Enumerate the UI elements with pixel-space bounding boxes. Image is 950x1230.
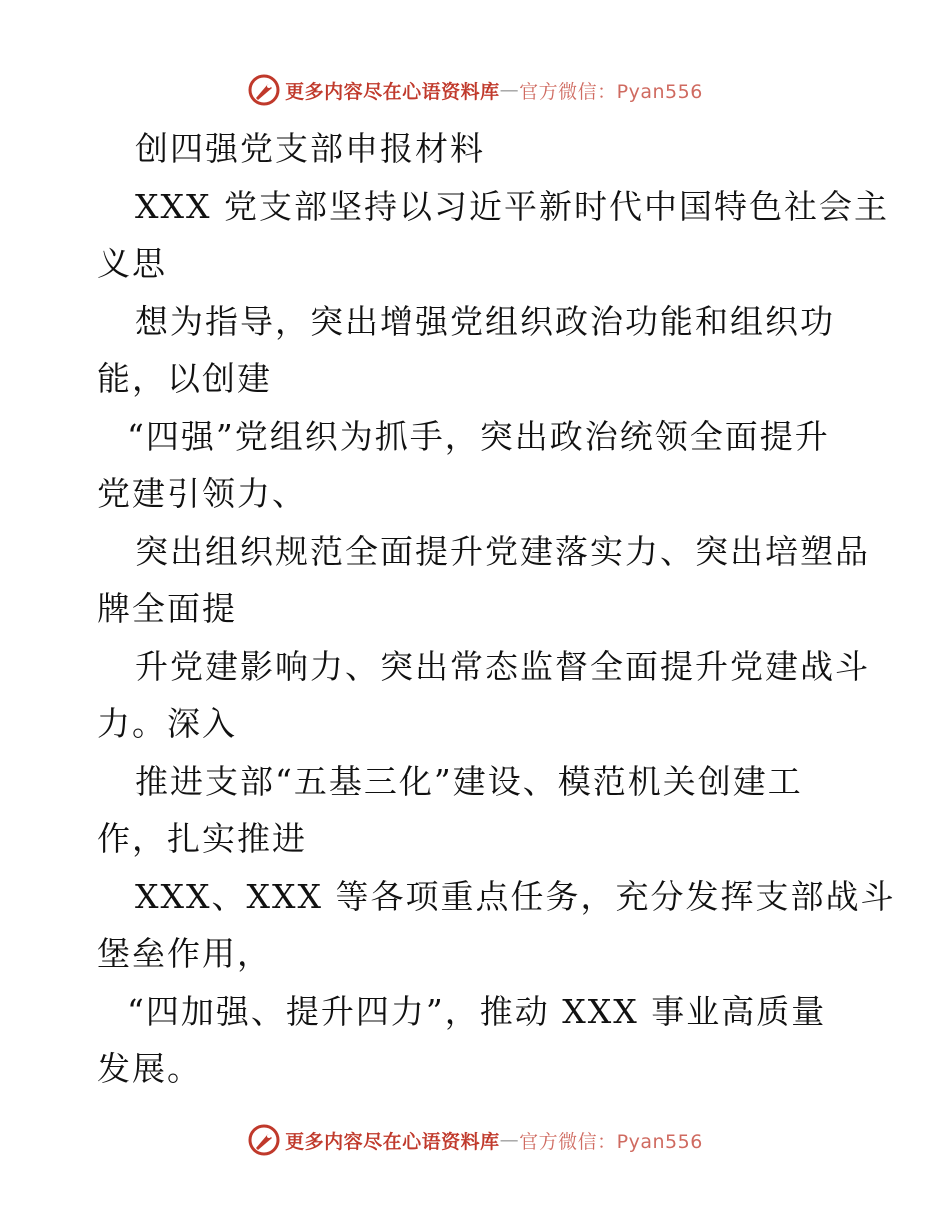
pen-nib-logo-icon bbox=[247, 73, 281, 107]
paragraph-line: 力。深入 bbox=[97, 704, 237, 743]
paragraph-line: “四加强、提升四力”，推动 XXX 事业高质量 bbox=[127, 991, 827, 1031]
paragraph-line: 堡垒作用， bbox=[97, 934, 272, 973]
pen-nib-logo-icon bbox=[247, 1123, 281, 1157]
paragraph-line: 突出组织规范全面提升党建落实力、突出培塑品 bbox=[135, 531, 870, 571]
paragraph-line: 想为指导，突出增强党组织政治功能和组织功 bbox=[135, 301, 835, 341]
banner-wechat: 官方微信：Pyan556 bbox=[519, 80, 703, 103]
paragraph-line: “四强”党组织为抓手，突出政治统领全面提升 bbox=[127, 416, 830, 456]
paragraph-line: 升党建影响力、突出常态监督全面提升党建战斗 bbox=[135, 646, 870, 686]
footer-banner bbox=[0, 1120, 950, 1160]
banner-wechat: 官方微信：Pyan556 bbox=[519, 1130, 703, 1153]
banner-separator: — bbox=[499, 79, 520, 101]
paragraph-line: 发展。 bbox=[97, 1049, 202, 1088]
paragraph-line: 推进支部“五基三化”建设、模范机关创建工 bbox=[135, 761, 803, 801]
banner-separator: — bbox=[499, 1129, 520, 1151]
document-title: 创四强党支部申报材料 bbox=[135, 129, 485, 168]
header-banner bbox=[0, 70, 950, 110]
banner-title: 更多内容尽在心语资料库 bbox=[285, 1130, 500, 1153]
paragraph-line: XXX 党支部坚持以习近平新时代中国特色社会主 bbox=[135, 186, 889, 226]
paragraph-line: 牌全面提 bbox=[97, 589, 237, 628]
paragraph-line: XXX、XXX 等各项重点任务，充分发挥支部战斗 bbox=[135, 876, 896, 916]
banner-title: 更多内容尽在心语资料库 bbox=[285, 80, 500, 103]
paragraph-line: 能，以创建 bbox=[97, 359, 272, 398]
paragraph-line: 义思 bbox=[97, 244, 167, 283]
paragraph-line: 作，扎实推进 bbox=[97, 819, 307, 858]
document-body bbox=[97, 120, 896, 1098]
paragraph-line: 党建引领力、 bbox=[97, 474, 307, 513]
